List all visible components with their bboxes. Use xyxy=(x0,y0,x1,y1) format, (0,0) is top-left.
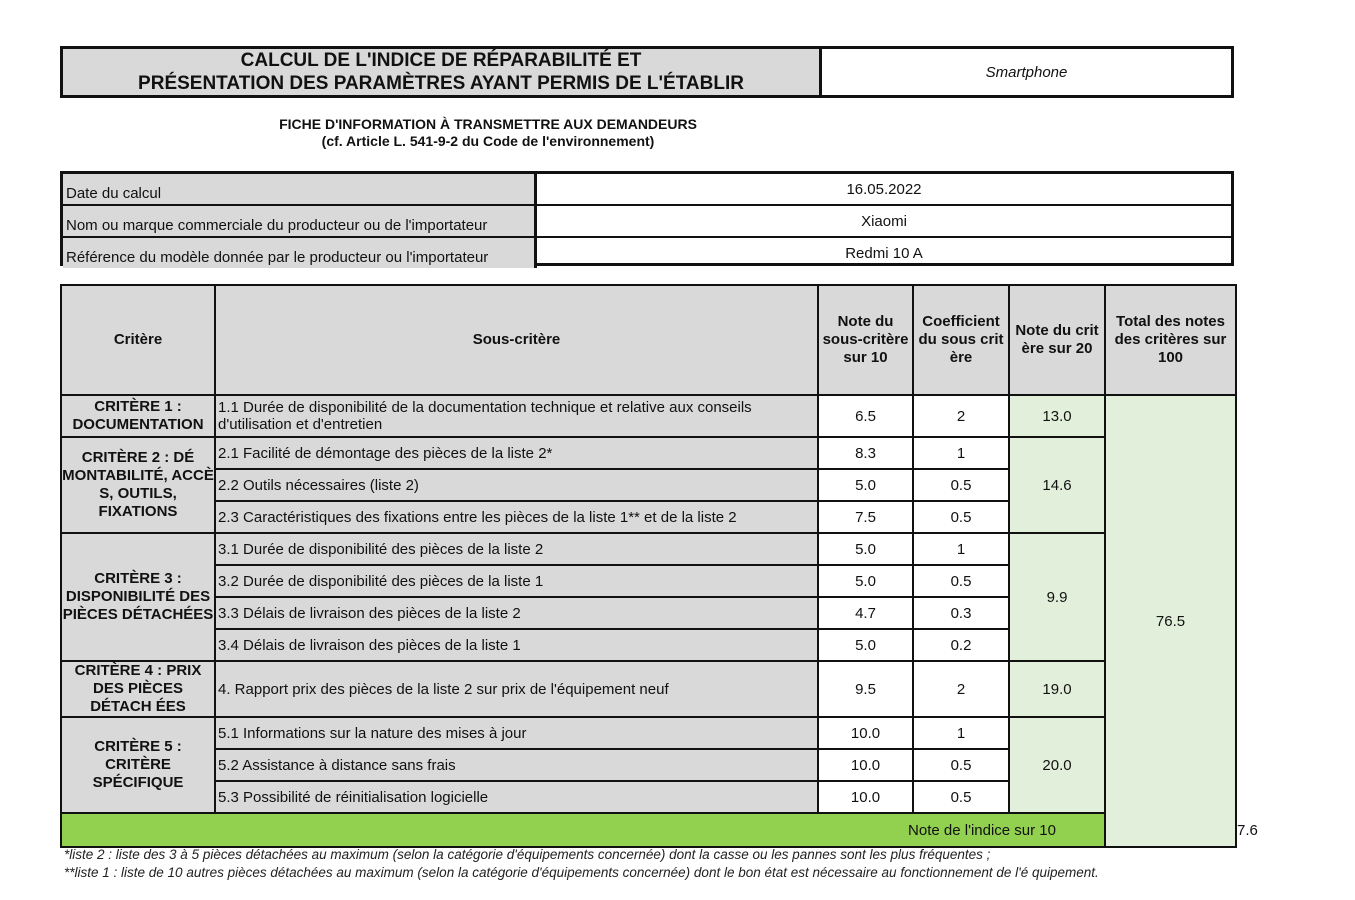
sub-criterion-note: 5.0 xyxy=(818,629,913,661)
sub-criterion-label: 4. Rapport prix des pièces de la liste 2 sur prix de l'équipement neuf xyxy=(215,661,818,717)
sub-criterion-label: 2.1 Facilité de démontage des pièces de la liste 2* xyxy=(215,437,818,469)
index-label: Note de l'indice sur 10 xyxy=(61,813,1105,847)
sub-criterion-coef: 0.5 xyxy=(913,781,1009,813)
criterion-3-name: CRITÈRE 3 : DISPONIBILITÉ DES PIÈCES DÉTACHÉES xyxy=(61,533,215,661)
table-row xyxy=(61,533,1236,565)
sub-criterion-coef: 1 xyxy=(913,437,1009,469)
sub-criterion-note: 6.5 xyxy=(818,395,913,437)
info-table xyxy=(60,171,1234,266)
sub-criterion-note: 8.3 xyxy=(818,437,913,469)
sub-criterion-label: 1.1 Durée de disponibilité de la documentation technique et relative aux conseils d'utilisation et d'entretien xyxy=(215,395,818,437)
sub-criterion-label: 5.3 Possibilité de réinitialisation logicielle xyxy=(215,781,818,813)
criterion-1-score: 13.0 xyxy=(1009,395,1105,437)
sub-criterion-label: 3.3 Délais de livraison des pièces de la liste 2 xyxy=(215,597,818,629)
brand-value: Xiaomi xyxy=(861,212,907,230)
fiche-line-1: FICHE D'INFORMATION À TRANSMETTRE AUX DEMANDEURS xyxy=(279,116,697,132)
header-critere: Critère xyxy=(61,285,215,395)
sub-criterion-label: 3.2 Durée de disponibilité des pièces de la liste 1 xyxy=(215,565,818,597)
footnotes xyxy=(64,846,1214,882)
sub-criterion-coef: 2 xyxy=(913,661,1009,717)
sub-criterion-coef: 0.5 xyxy=(913,469,1009,501)
date-value: 16.05.2022 xyxy=(846,180,922,198)
info-row-date xyxy=(63,174,1231,204)
info-row-brand xyxy=(63,204,1231,236)
criterion-2-score: 14.6 xyxy=(1009,437,1105,533)
sub-criterion-note: 5.0 xyxy=(818,533,913,565)
criterion-2-name: CRITÈRE 2 : DÉ MONTABILITÉ, ACCÈ S, OUTILS, FIXATIONS xyxy=(61,437,215,533)
title-line-2: PRÉSENTATION DES PARAMÈTRES AYANT PERMIS DE L'ÉTABLIR xyxy=(138,73,744,94)
document-header xyxy=(60,46,1234,98)
table-row xyxy=(61,661,1236,717)
criterion-5-name: CRITÈRE 5 : CRITÈRE SPÉCIFIQUE xyxy=(61,717,215,813)
table-row xyxy=(61,437,1236,469)
sub-criterion-label: 5.1 Informations sur la nature des mises à jour xyxy=(215,717,818,749)
criterion-4-score: 19.0 xyxy=(1009,661,1105,717)
sub-criterion-label: 2.2 Outils nécessaires (liste 2) xyxy=(215,469,818,501)
fiche-subtitle xyxy=(160,116,816,150)
sub-criterion-coef: 0.2 xyxy=(913,629,1009,661)
score-table xyxy=(60,284,1258,848)
header-coef: Coefficient du sous crit ère xyxy=(913,285,1009,395)
index-row: Note de l'indice sur 10 7.6 xyxy=(61,813,1236,847)
grand-total: 76.5 xyxy=(1105,395,1236,847)
sub-criterion-coef: 2 xyxy=(913,395,1009,437)
sub-criterion-label: 3.1 Durée de disponibilité des pièces de la liste 2 xyxy=(215,533,818,565)
header-note-sous: Note du sous-critère sur 10 xyxy=(818,285,913,395)
criterion-3-score: 9.9 xyxy=(1009,533,1105,661)
document-title xyxy=(63,49,822,95)
fiche-line-2: (cf. Article L. 541-9-2 du Code de l'environnement) xyxy=(321,133,655,149)
sub-criterion-coef: 1 xyxy=(913,717,1009,749)
criterion-1-name: CRITÈRE 1 : DOCUMENTATION xyxy=(61,395,215,437)
sub-criterion-coef: 0.5 xyxy=(913,501,1009,533)
sub-criterion-note: 4.7 xyxy=(818,597,913,629)
brand-label: Nom ou marque commerciale du producteur ou de l'importateur xyxy=(63,206,537,236)
product-category: Smartphone xyxy=(985,63,1068,81)
footnote-1: *liste 2 : liste des 3 à 5 pièces détachées au maximum (selon la catégorie d'équipements concernée) dont la casse ou les pannes sont les plus fréquentes ; xyxy=(64,847,991,862)
footnote-2: **liste 1 : liste de 10 autres pièces détachées au maximum (selon la catégorie d'équipements concernée) dont le bon état est nécessaire au fonctionnement de l'é quipement. xyxy=(64,865,1099,880)
sub-criterion-label: 2.3 Caractéristiques des fixations entre les pièces de la liste 1** et de la liste 2 xyxy=(215,501,818,533)
date-label: Date du calcul xyxy=(63,174,537,204)
sub-criterion-note: 5.0 xyxy=(818,565,913,597)
sub-criterion-note: 9.5 xyxy=(818,661,913,717)
sub-criterion-label: 3.4 Délais de livraison des pièces de la liste 1 xyxy=(215,629,818,661)
sub-criterion-note: 5.0 xyxy=(818,469,913,501)
table-header-row xyxy=(61,285,1236,395)
criterion-4-name: CRITÈRE 4 : PRIX DES PIÈCES DÉTACH ÉES xyxy=(61,661,215,717)
sub-criterion-label: 5.2 Assistance à distance sans frais xyxy=(215,749,818,781)
title-line-1: CALCUL DE L'INDICE DE RÉPARABILITÉ ET xyxy=(240,50,642,71)
header-sous-critere: Sous-critère xyxy=(215,285,818,395)
criterion-5-score: 20.0 xyxy=(1009,717,1105,813)
sub-criterion-coef: 0.3 xyxy=(913,597,1009,629)
header-note-crit: Note du crit ère sur 20 xyxy=(1009,285,1105,395)
sub-criterion-note: 10.0 xyxy=(818,717,913,749)
model-value: Redmi 10 A xyxy=(845,244,923,262)
sub-criterion-note: 7.5 xyxy=(818,501,913,533)
sub-criterion-note: 10.0 xyxy=(818,781,913,813)
table-row xyxy=(61,717,1236,749)
model-label: Référence du modèle donnée par le producteur ou l'importateur xyxy=(63,238,537,268)
header-total: Total des notes des critères sur 100 xyxy=(1105,285,1236,395)
sub-criterion-coef: 1 xyxy=(913,533,1009,565)
info-row-model xyxy=(63,236,1231,268)
sub-criterion-coef: 0.5 xyxy=(913,749,1009,781)
sub-criterion-note: 10.0 xyxy=(818,749,913,781)
table-row xyxy=(61,395,1236,437)
sub-criterion-coef: 0.5 xyxy=(913,565,1009,597)
